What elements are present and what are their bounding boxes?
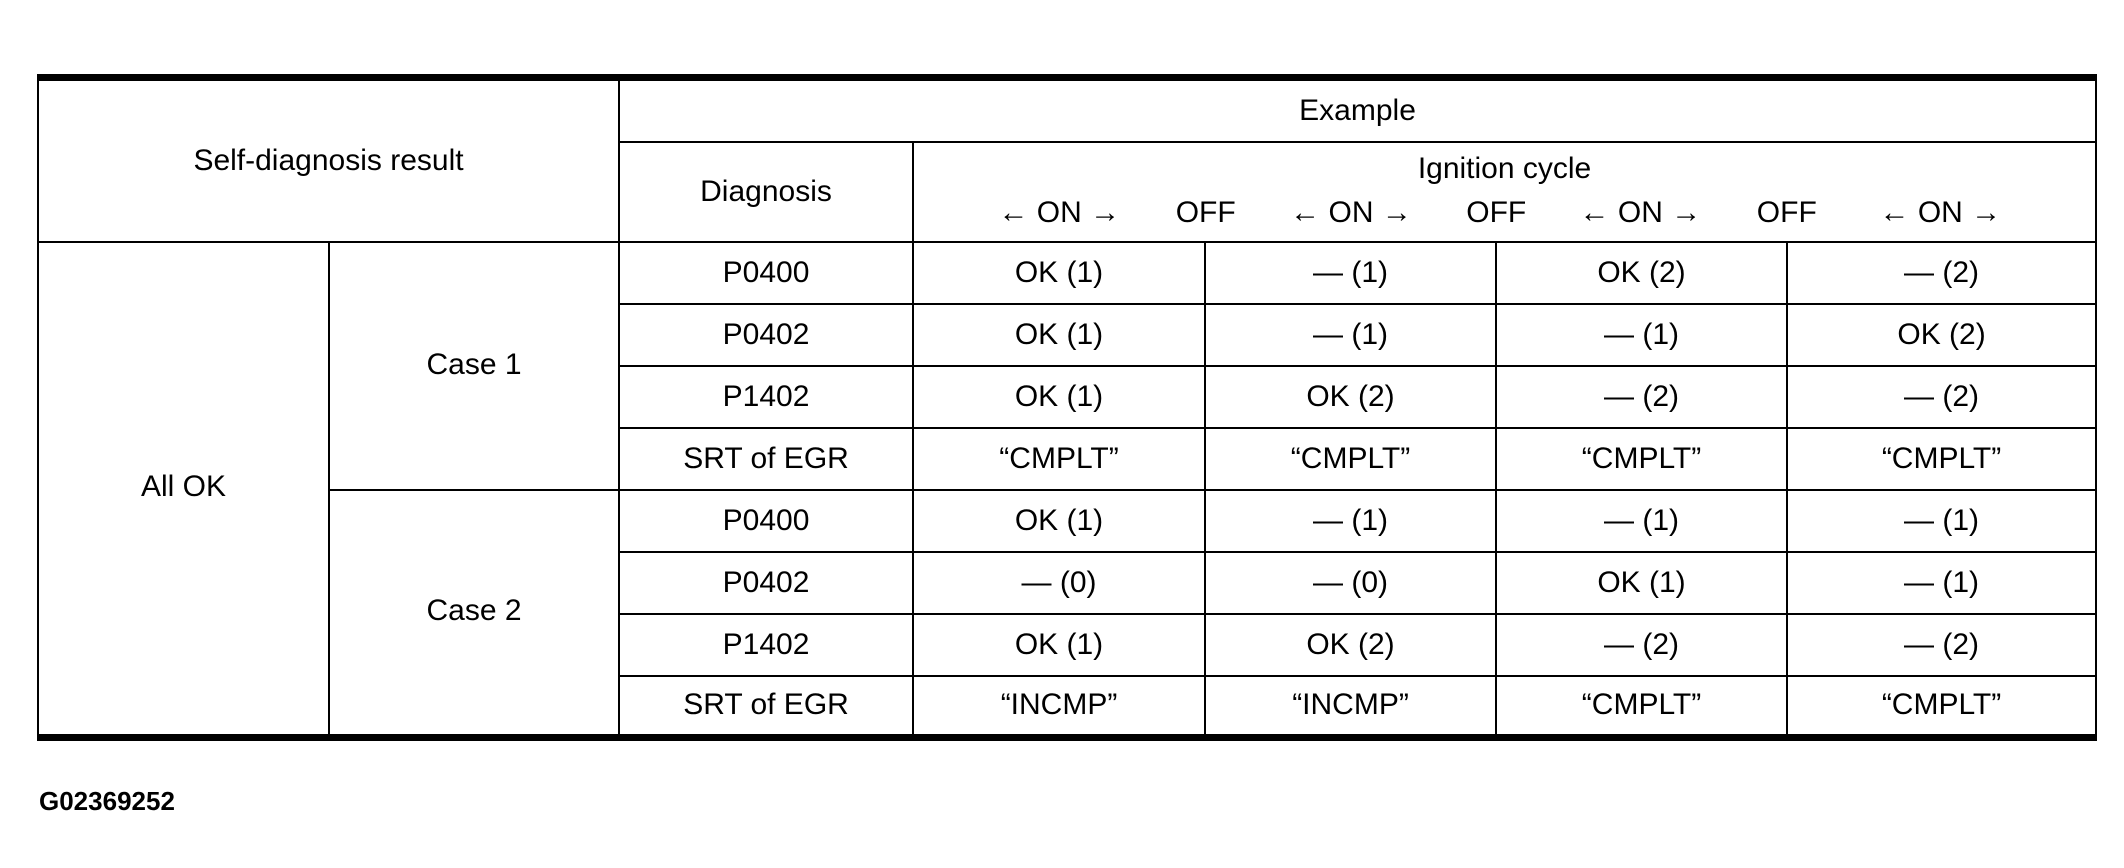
self-diagnosis-table [37, 74, 2097, 741]
diagnosis-cell: P0400 [619, 242, 913, 304]
case-2-label: Case 2 [426, 594, 522, 628]
cycle-cell: — (1) [1205, 490, 1496, 552]
cycle-cell: — (1) [1205, 304, 1496, 366]
cycle-cell: OK (1) [913, 242, 1205, 304]
cycle-cell: “CMPLT” [1787, 676, 2096, 738]
cycle-cell: OK (2) [1205, 614, 1496, 676]
cycle-on-2: ← ON → [1290, 195, 1412, 229]
cycle-off-1: OFF [1175, 195, 1236, 229]
cycle-cell: OK (2) [1787, 304, 2096, 366]
cycle-cell: OK (2) [1205, 366, 1496, 428]
cycle-cell: “CMPLT” [1205, 428, 1496, 490]
result-label: All OK [140, 470, 227, 504]
diagnosis-cell: P0400 [619, 490, 913, 552]
cycle-cell: — (2) [1787, 614, 2096, 676]
cycle-cell: — (0) [1205, 552, 1496, 614]
cycle-cell: — (2) [1496, 366, 1787, 428]
cycle-on-1: ← ON → [998, 195, 1121, 229]
diagnosis-cell: SRT of EGR [619, 676, 913, 738]
cycle-cell: — (1) [1496, 304, 1787, 366]
cycle-cell: “CMPLT” [913, 428, 1205, 490]
cycle-cell: “CMPLT” [1496, 676, 1787, 738]
diagnosis-cell: P1402 [619, 366, 913, 428]
cycle-cell: “CMPLT” [1787, 428, 2096, 490]
cycle-cell: OK (1) [913, 366, 1205, 428]
cycle-cell: “INCMP” [913, 676, 1205, 738]
cycle-cell: “CMPLT” [1496, 428, 1787, 490]
cycle-cell: OK (1) [913, 490, 1205, 552]
cycle-cell: OK (1) [1496, 552, 1787, 614]
table-row [38, 490, 2096, 552]
cycle-cell: — (1) [1787, 552, 2096, 614]
cycle-cell: — (0) [913, 552, 1205, 614]
header-example: Example [619, 78, 2096, 142]
ignition-cycle-sequence [914, 194, 2095, 232]
cycle-cell: — (2) [1496, 614, 1787, 676]
cycle-off-2: OFF [1466, 195, 1527, 229]
case-1-cell [329, 242, 619, 490]
cycle-on-4: ← ON → [1879, 195, 2002, 229]
header-diagnosis: Diagnosis [619, 142, 913, 242]
diagnosis-cell: SRT of EGR [619, 428, 913, 490]
case-2-cell [329, 490, 619, 738]
table-row [38, 242, 2096, 304]
cycle-off-3: OFF [1756, 195, 1817, 229]
result-cell [38, 242, 329, 738]
ignition-cycle-label: Ignition cycle [1417, 151, 1592, 185]
header-ignition-cycle [913, 142, 2096, 242]
cycle-on-3: ← ON → [1579, 195, 1702, 229]
diagnosis-cell: P0402 [619, 552, 913, 614]
diagnosis-cell: P0402 [619, 304, 913, 366]
cycle-cell: — (1) [1205, 242, 1496, 304]
cycle-cell: OK (1) [913, 614, 1205, 676]
figure-code: G02369252 [39, 786, 175, 816]
case-1-label: Case 1 [426, 347, 522, 381]
cycle-cell: — (2) [1787, 242, 2096, 304]
cycle-cell: OK (1) [913, 304, 1205, 366]
cycle-cell: “INCMP” [1205, 676, 1496, 738]
cycle-cell: — (1) [1496, 490, 1787, 552]
cycle-cell: — (2) [1787, 366, 2096, 428]
cycle-cell: OK (2) [1496, 242, 1787, 304]
cycle-cell: — (1) [1787, 490, 2096, 552]
diagnosis-cell: P1402 [619, 614, 913, 676]
header-self-diagnosis-result: Self-diagnosis result [38, 78, 619, 242]
ignition-cycle-wrap [914, 152, 2095, 232]
